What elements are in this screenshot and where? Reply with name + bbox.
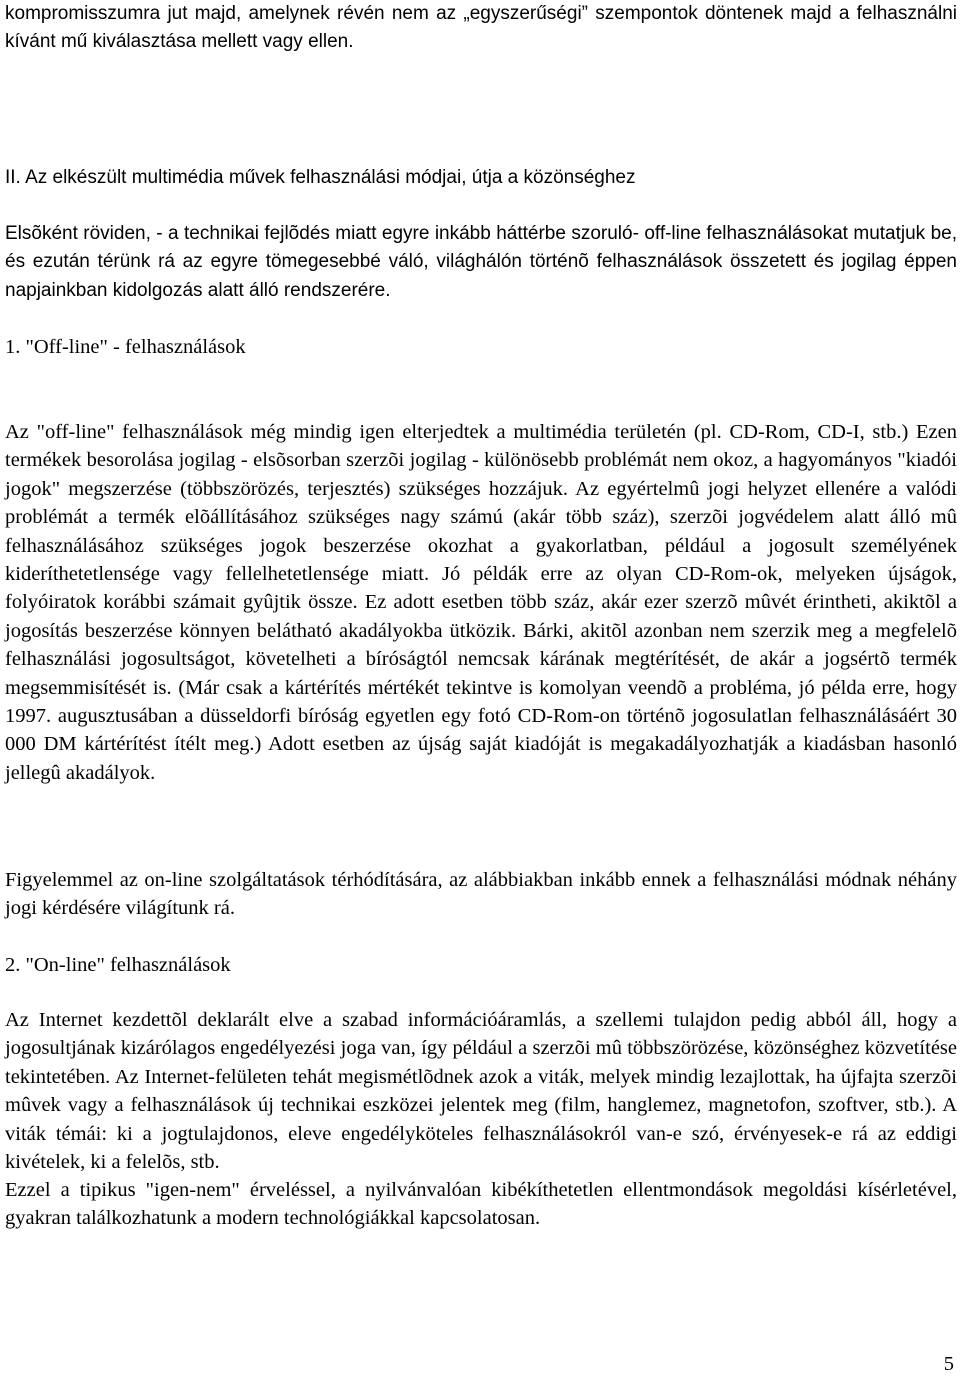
heading-offline: 1. "Off-line" - felhasználások (5, 336, 246, 358)
paragraph-internet: Az Internet kezdettõl deklarált elve a szabad információáramlás, a szellemi tulajdon pedig abból áll, hogy a jogosultjának kizárólagos engedélyezési joga van, így például a szerzõi mû többszörözése, közönséghez közvetítése tekintetében. Az Internet-felületen tehát megismétlõdnek azok a viták, melyek mindig lezajlottak, ha újfajta szerzõi mûvek vagy a felhasználások új technikai eszközei jelentek meg (film, hanglemez, magnetofon, szoftver, stb.). A viták témái: ki a jogtulajdonos, eleve engedélyköteles felhasználásokról van-e szó, érvényesek-e rá az eddigi kivételek, ki a felelõs, stb. (5, 1009, 957, 1174)
paragraph-continuation: kompromisszumra jut majd, amelynek révén nem az „egyszerűségi” szempontok döntenek majd a felhasználni kívánt mű kiválasztása mellett vagy ellen. (5, 3, 957, 53)
paragraph-final: Ezzel a tipikus "igen-nem" érveléssel, a nyilvánvalóan kibékíthetetlen ellentmondások megoldási kísérletével, gyakran találkozhatunk a modern technológiákkal kapcsolatosan. (5, 1179, 957, 1230)
section-heading-ii: II. Az elkészült multimédia művek felhasználási módjai, útja a közönséghez (5, 167, 636, 188)
paragraph-online-intro: Figyelemmel az on-line szolgáltatások térhódítására, az alábbiakban inkább ennek a felhasználási módnak néhány jogi kérdésére világítunk rá. (5, 869, 957, 920)
paragraph-offline: Az "off-line" felhasználások még mindig igen elterjedtek a multimédia területén (pl. CD-Rom, CD-I, stb.) Ezen termékek besorolása jogilag - elsõsorban szerzõi jogilag - különösebb problémát nem okoz, a hagyományos "kiadói jogok" megszerzése (többszörözés, terjesztés) szükséges hozzájuk. Az egyértelmû jogi helyzet ellenére a valódi problémát a termék elõállításához szükséges nagy számú (akár több száz), szerzõi jogvédelem alatt álló mû felhasználásához szükséges jogok beszerzése okozhat a gyakorlatban, például a jogosult személyének kideríthetetlensége vagy fellelhetetlensége miatt. Jó példák erre az olyan CD-Rom-ok, melyeken újságok, folyóiratok korábbi számait gyûjtik össze. Ez adott esetben több száz, akár ezer szerzõ mûvét érintheti, akiktõl a jogosítás beszerzése könnyen belátható akadályokba ütközik. Bárki, akitõl azonban nem szerzik meg a megfelelõ felhasználási jogosultságot, követelheti a bíróságtól nemcsak kárának megtérítését, de akár a jogsértõ termék megsemmisítését is. (Már csak a kártérítés mértékét tekintve is komolyan veendõ a probléma, jó példa erre, hogy 1997. augusztusában a düsseldorfi bíróság egyetlen egy fotó CD-Rom-on történõ jogosulatlan felhasználásáért 30 000 DM kártérítést ítélt meg.) Adott esetben az újság saját kiadóját is megakadályozhatják a kiadásban hasonló jellegû akadályok. (5, 421, 957, 784)
page-number: 5 (943, 1353, 954, 1375)
heading-online: 2. "On-line" felhasználások (5, 954, 231, 976)
paragraph-intro: Elsõként röviden, - a technikai fejlõdés miatt egyre inkább háttérbe szoruló- off-line felhasználásokat mutatjuk be, és ezután térünk rá az egyre tömegesebbé váló, világhálón történõ felhasználások összetett és jogilag éppen napjainkban kidolgozás alatt álló rendszerére. (5, 223, 957, 301)
